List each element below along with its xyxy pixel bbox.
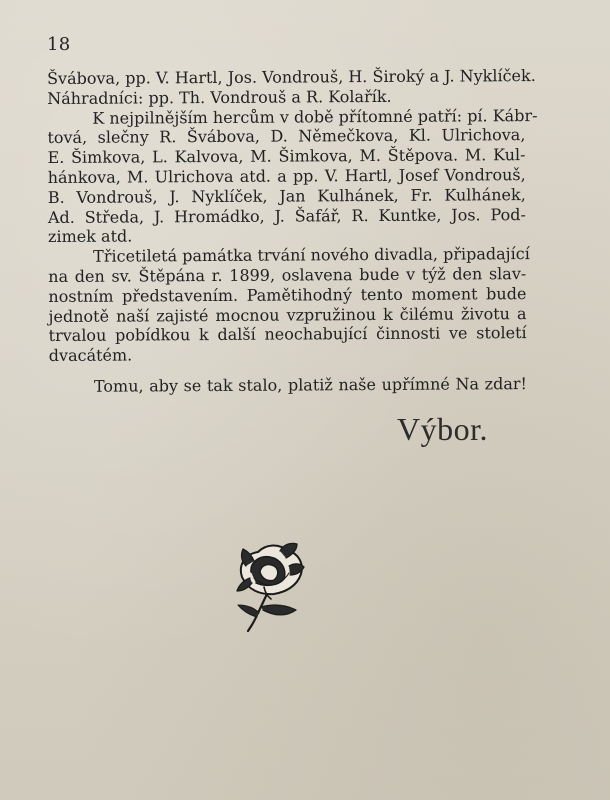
flower-ornament-icon (230, 538, 310, 634)
text-line: jednotě naší zajisté mocnou vzpružinou k čilému životu a (48, 303, 527, 326)
text-line: hánkova, M. Ulrichova atd. a pp. V. Hartl, Josef Vondrouš, (47, 165, 526, 187)
text-line: zimek atd. (47, 226, 133, 247)
body-text (47, 66, 538, 397)
text-line: Švábova, pp. V. Hartl, Jos. Vondrouš, H. Široký a J. Nyklíček. (47, 66, 536, 88)
text-line: nostním představením. Pamětihodný tento moment bude (48, 283, 527, 306)
text-line: K nejpilnějším hercům v době přítomné patří: pí. Kábr- (92, 105, 538, 128)
text-line: E. Šimkova, L. Kalvova, M. Šimkova, M. Štěpova. M. Kul- (47, 145, 526, 168)
text-line: B. Vondrouš, J. Nyklíček, Jan Kulhánek, Fr. Kulhánek, (47, 184, 526, 207)
signature: Výbor. (397, 411, 488, 447)
text-line: Ad. Středa, J. Hromádko, J. Šafář, R. Kuntke, Jos. Pod- (47, 204, 526, 227)
text-line: na den sv. Štěpána r. 1899, oslavena bude v týž den slav- (48, 264, 527, 286)
text-line: Třicetiletá památka trvání nového divadla, připadající (93, 244, 530, 266)
text-line: dvacátém. (48, 345, 133, 366)
text-line: Náhradníci: pp. Th. Vondrouš a R. Kolařík. (47, 86, 392, 108)
text-line: Tomu, aby se tak stalo, platiž naše upřímné Na zdar! (93, 374, 527, 396)
text-line: trvalou pobídkou k další neochabující činnosti ve století (48, 323, 527, 346)
page-number: 18 (47, 34, 71, 55)
text-line: tová, slečny R. Švábova, D. Němečkova, Kl. Ulrichova, (47, 125, 526, 148)
